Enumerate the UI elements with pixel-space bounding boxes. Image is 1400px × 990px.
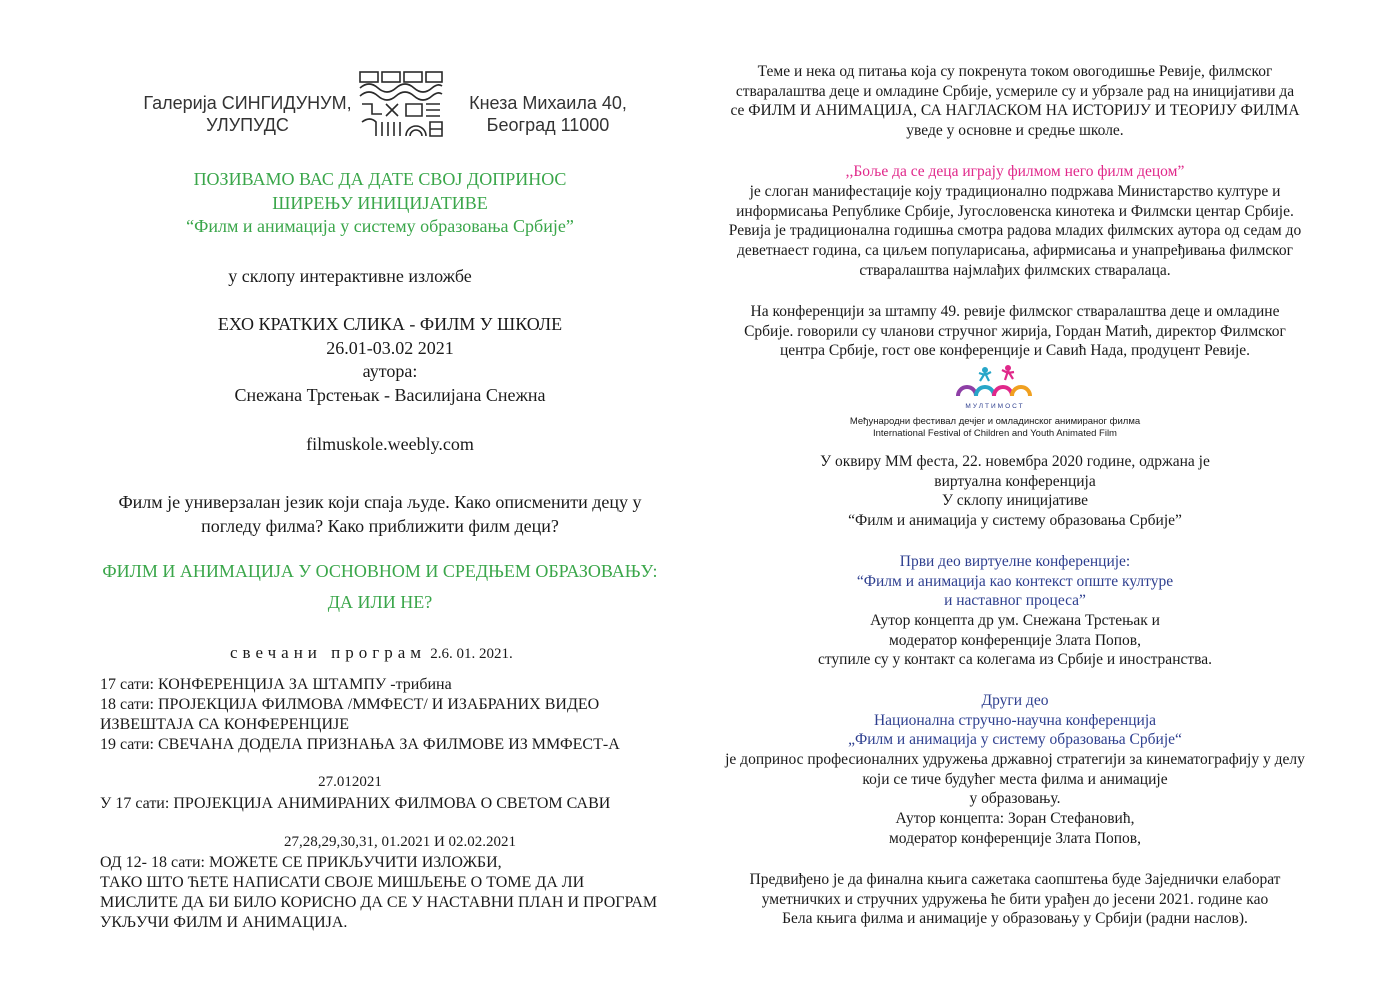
program-item-1: 17 сати: КОНФЕРЕНЦИЈА ЗА ШТАМПУ -трибина [100, 676, 452, 693]
question-line-1: Филм је универзалан језик који спаја људе. Како описменити децу у [118, 492, 642, 512]
exhibition-intro: у склопу интерактивне изложбе [228, 266, 472, 286]
final-line-2: уметничких и стручних удружења ће бити урађен до јесени 2021. године као [761, 890, 1269, 908]
festival-caption-en: International Festival of Children and Youth Animated Film [873, 428, 1117, 439]
invitation-line-1: ПОЗИВАМО ВАС ДА ДАТЕ СВОЈ ДОПРИНОС [193, 169, 567, 189]
headline-block [0, 556, 760, 618]
day3-item-3: МИСЛИТЕ ДА БИ БИЛО КОРИСНО ДА СЕ У НАСТАВНИ ПЛАН И ПРОГРАМ [100, 894, 658, 911]
day3-item-2: ТАКО ШТО ЋЕТЕ НАПИСАТИ СВОЈЕ МИШЉЕЊЕ О ТОМЕ ДА ЛИ [100, 874, 585, 891]
part2-title-block [700, 691, 1330, 750]
day3-list [100, 853, 700, 933]
mm-fest-block [700, 452, 1330, 531]
intro-line-4: уведе у основне и средње школе. [906, 122, 1124, 140]
press-line-3: центра Србије, гост ове конференције и Савић Нада, продуцент Ревије. [779, 342, 1251, 360]
gallery-line-2: УЛУПУДС [206, 115, 289, 135]
part1-detail-1: Аутор концепта др ум. Снежана Трстењак и [870, 612, 1160, 629]
festival-logo-text: МУЛТИМОСТ [965, 403, 1025, 410]
mm-line-3: У склопу иницијативе [941, 492, 1089, 510]
question-line-2: погледу филма? Како приближити филм деци? [201, 515, 559, 536]
part1-title-block [700, 552, 1330, 611]
part2-detail-5: модератор конференције Злата Попов, [888, 829, 1141, 847]
headline-line-2: ДА ИЛИ НЕ? [327, 592, 433, 612]
final-line-3: Бела књига филма и анимације у образовању у Србији (радни наслов). [782, 910, 1248, 928]
gallery-address [458, 92, 638, 136]
press-line-1: На конференцији за штампу 49. ревије филмског стваралаштва деце и омладине [750, 303, 1280, 320]
day2-date: 27.012021 [318, 774, 382, 790]
slogan-line-3: Ревија је традиционална годишња смотра радова младих филмских аутора од седам до [728, 222, 1302, 240]
intro-line-3: се ФИЛМ И АНИМАЦИЈА, СА НАГЛАСКОМ НА ИСТОРИЈУ И ТЕОРИЈУ ФИЛМА [730, 102, 1300, 120]
part1-detail-block [700, 611, 1330, 670]
mm-line-2: виртуална конференција [934, 472, 1096, 490]
part1-line-3: и наставног процеса” [944, 592, 1086, 610]
day3-date: 27,28,29,30,31, 01.2021 И 02.02.2021 [283, 834, 517, 850]
intro-line-2: стваралаштва деце и омладине Србије, усмериле су и убрзале рад на иницијативи да [735, 82, 1295, 100]
exhibition-block [0, 313, 780, 407]
exhibition-title: ЕХО КРАТКИХ СЛИКА - ФИЛМ У ШКОЛЕ [217, 314, 563, 334]
program-label: свечани програм [230, 643, 427, 662]
program-list [100, 675, 700, 755]
gallery-logo-icon [356, 70, 446, 140]
slogan-line-5: стваралаштва најмлађих филмских стваралаца. [859, 261, 1171, 279]
slogan-description [700, 182, 1330, 281]
press-block [700, 302, 1330, 361]
part2-detail-1: је допринос професионалних удружења државној стратегији за кинематографију у делу [725, 751, 1305, 768]
festival-caption [700, 416, 1290, 440]
press-line-2: Србије. говорили су чланови стручног жирија, Гордан Матић, директор Филмског [744, 322, 1286, 340]
part2-line-1: Други део [981, 692, 1049, 709]
part2-detail-2: који се тиче будућег места филма и анимације [862, 770, 1168, 788]
intro-line-1: Теме и нека од питања која су покренута током овогодишње Ревије, филмског [757, 63, 1273, 80]
multimost-logo-icon [950, 362, 1040, 412]
program-date: 2.6. 01. 2021. [430, 646, 513, 662]
gallery-line-1: Галерија СИНГИДУНУМ, [143, 93, 352, 113]
invitation-line-3: “Филм и анимација у систему образовања Србије” [186, 216, 574, 236]
part2-line-3: „Филм и анимација у систему образовања Србије“ [848, 731, 1182, 749]
day3-item-1: ОД 12- 18 сати: МОЖЕТЕ СЕ ПРИКЉУЧИТИ ИЗЛОЖБИ, [100, 854, 502, 871]
program-item-3: ИЗВЕШТАЈА СА КОНФЕРЕНЦИЈЕ [100, 716, 350, 733]
final-line-1: Предвиђено је да финална књига сажетака саопштења буде Заједнички елаборат [749, 871, 1281, 888]
day2-item: У 17 сати: ПРОЈЕКЦИЈА АНИМИРАНИХ ФИЛМОВА О СВЕТОМ САВИ [100, 795, 611, 812]
slogan-line-2: информисања Републике Србије, Југословенска кинотека и Филмски центар Србије. [736, 202, 1294, 220]
program-heading [230, 643, 513, 663]
day3-item-4: УКЉУЧИ ФИЛМ И АНИМАЦИЈА. [100, 914, 348, 931]
authors-label: аутора: [362, 361, 418, 381]
address-line-2: Београд 11000 [486, 115, 610, 135]
invitation-line-2: ШИРЕЊУ ИНИЦИЈАТИВЕ [272, 192, 488, 213]
website-link[interactable]: filmuskole.weebly.com [306, 434, 474, 454]
part1-line-2: “Филм и анимација као контекст опште културе [856, 572, 1174, 590]
part1-detail-3: ступиле су у контакт са колегама из Србије и иностранства. [817, 651, 1213, 669]
authors: Снежана Трстењак - Василијана Снежна [234, 384, 546, 405]
part2-detail-4: Аутор концепта: Зоран Стефановић, [895, 810, 1135, 828]
exhibition-dates: 26.01-03.02 2021 [326, 337, 454, 358]
invitation-block [0, 168, 760, 239]
festival-caption-sr: Међународни фестивал дечјег и омладинског анимираног филма [849, 416, 1141, 427]
mm-line-4: “Филм и анимација у систему образовања Србије” [848, 512, 1182, 530]
part2-detail-block [700, 750, 1330, 849]
final-block [700, 870, 1330, 929]
address-line-1: Кнеза Михаила 40, [469, 93, 627, 113]
program-item-2: 18 сати: ПРОЈЕКЦИЈА ФИЛМОВА /ММФЕСТ/ И ИЗАБРАНИХ ВИДЕО [100, 696, 600, 713]
mm-line-1: У оквиру ММ феста, 22. новембра 2020 године, одржана је [820, 453, 1210, 470]
question-block [0, 491, 760, 538]
part1-line-1: Први део виртуелне конференције: [899, 553, 1131, 570]
headline-line-1: ФИЛМ И АНИМАЦИЈА У ОСНОВНОМ И СРЕДЊЕМ ОБРАЗОВАЊУ: [102, 561, 658, 581]
slogan-line-1: је слоган манифестације коју традиционално подржава Министарство културе и [749, 183, 1281, 200]
program-item-4: 19 сати: СВЕЧАНА ДОДЕЛА ПРИЗНАЊА ЗА ФИЛМОВЕ ИЗ ММФЕСТ-А [100, 736, 620, 753]
part2-line-2: Национална стручно-научна конференција [873, 711, 1157, 729]
gallery-name [140, 92, 355, 136]
intro-block [700, 62, 1330, 141]
part2-detail-3: у образовању. [969, 790, 1061, 808]
part1-detail-2: модератор конференције Злата Попов, [888, 631, 1141, 649]
slogan: ,,Боље да се деца играју филмом него филм децом” [845, 163, 1185, 180]
slogan-line-4: деветнаест година, са циљем популарисања, афирмисања и унапређивања филмског [736, 242, 1293, 260]
